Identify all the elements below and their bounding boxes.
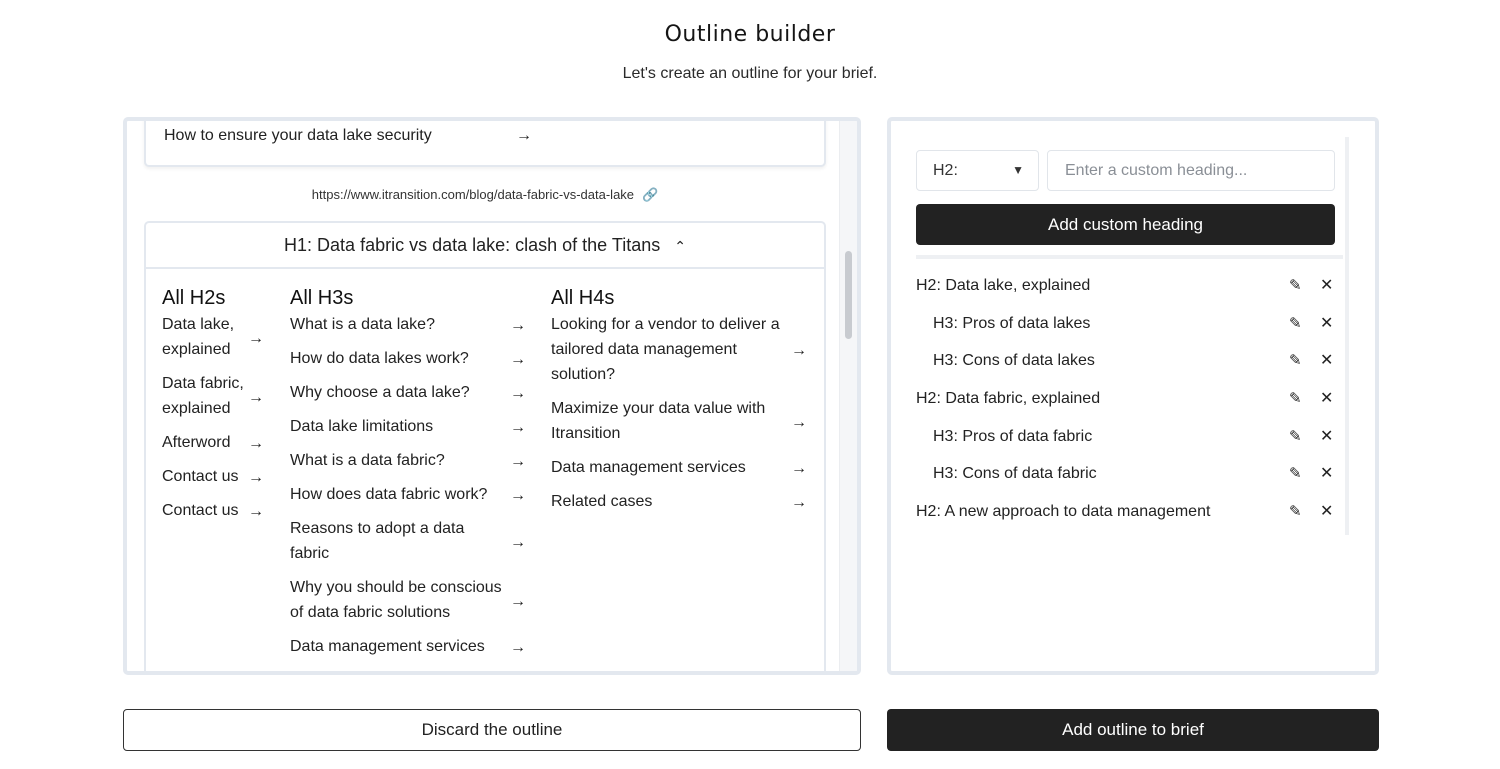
h2-item-text: Data fabric, explained <box>162 375 244 417</box>
outline-row-text: H2: Data lake, explained <box>916 277 1091 294</box>
h2-item-text: Afterword <box>162 434 231 451</box>
outline-row-text: H3: Pros of data lakes <box>933 314 1091 332</box>
heading-item[interactable] <box>164 127 532 145</box>
outline-list <box>916 274 1335 538</box>
arrow-right-icon[interactable]: → <box>510 351 526 368</box>
outline-row <box>916 387 1335 425</box>
arrow-right-icon[interactable]: → <box>791 342 807 359</box>
arrow-right-icon[interactable]: → <box>248 388 264 406</box>
h4-item-text: Related cases <box>551 493 653 510</box>
chevron-down-icon: ▼ <box>1012 163 1024 177</box>
outline-row-text: H3: Pros of data fabric <box>933 427 1093 445</box>
h3-item-text: How does data fabric work? <box>290 486 488 503</box>
close-icon[interactable]: ✕ <box>1320 352 1334 370</box>
h1-accordion-header[interactable] <box>144 221 826 269</box>
h4-item-text: Looking for a vendor to deliver a tailored data management solution? <box>551 316 780 383</box>
h4-column-title: All H4s <box>551 287 615 309</box>
pencil-icon[interactable]: ✎ <box>1289 277 1302 294</box>
arrow-right-icon[interactable]: → <box>248 503 264 520</box>
outline-builder-panel <box>887 117 1379 675</box>
arrow-right-icon[interactable]: → <box>510 639 526 656</box>
arrow-right-icon[interactable]: → <box>510 533 526 551</box>
h3-item[interactable] <box>290 634 530 668</box>
arrow-right-icon[interactable]: → <box>510 385 526 402</box>
heading-level-value: H2: <box>933 162 958 179</box>
pencil-icon[interactable]: ✎ <box>1289 390 1302 408</box>
outline-editor <box>891 137 1349 535</box>
h3-column <box>290 287 530 668</box>
h3-item-text: Data management services <box>290 638 485 655</box>
h3-item-text: What is a data fabric? <box>290 452 445 469</box>
h3-item[interactable] <box>290 414 530 448</box>
h2-item[interactable] <box>162 312 272 371</box>
h3-item[interactable] <box>290 482 530 516</box>
h3-column-title: All H3s <box>290 287 354 309</box>
outline-row <box>916 462 1335 500</box>
h3-item[interactable] <box>290 516 530 575</box>
pencil-icon[interactable]: ✎ <box>1289 314 1302 332</box>
chevron-up-icon[interactable]: ⌃ <box>674 238 686 254</box>
outline-row <box>916 500 1335 538</box>
arrow-right-icon[interactable]: → <box>510 453 526 470</box>
h3-item[interactable] <box>290 380 530 414</box>
close-icon[interactable]: ✕ <box>1320 277 1334 294</box>
h4-item[interactable] <box>551 312 811 396</box>
heading-level-select[interactable] <box>916 150 1039 191</box>
pencil-icon[interactable]: ✎ <box>1289 352 1302 370</box>
scrollbar-thumb[interactable] <box>845 251 852 339</box>
h3-item[interactable] <box>290 448 530 482</box>
outline-row-text: H3: Cons of data fabric <box>933 465 1097 483</box>
outline-row <box>916 274 1335 312</box>
scrollbar-track[interactable] <box>839 121 857 671</box>
arrow-right-icon[interactable]: → <box>248 469 264 486</box>
add-custom-heading-button[interactable]: Add custom heading <box>916 204 1335 245</box>
pencil-icon[interactable]: ✎ <box>1289 427 1302 445</box>
outline-row-text: H3: Cons of data lakes <box>933 352 1095 370</box>
pencil-icon[interactable]: ✎ <box>1289 503 1302 521</box>
source-headings-panel[interactable] <box>123 117 861 675</box>
page-subtitle: Let's create an outline for your brief. <box>622 65 878 82</box>
source-scroll-area[interactable] <box>127 121 843 671</box>
pencil-icon[interactable]: ✎ <box>1289 465 1302 483</box>
source-url-text: https://www.itransition.com/blog/data-fabric-vs-data-lake <box>311 187 635 202</box>
h4-column <box>551 287 811 523</box>
arrow-right-icon[interactable]: → <box>516 127 532 144</box>
close-icon[interactable]: ✕ <box>1320 427 1334 445</box>
h2-column <box>162 287 272 532</box>
arrow-right-icon[interactable]: → <box>248 329 264 347</box>
outline-row-text: H2: A new approach to data management <box>916 503 1211 521</box>
h4-item-text: Data management services <box>551 459 746 476</box>
heading-item-text: How to ensure your data lake security <box>164 127 432 144</box>
close-icon[interactable]: ✕ <box>1320 390 1334 408</box>
h1-title: H1: Data fabric vs data lake: clash of the Titans <box>284 235 661 255</box>
outline-row <box>916 312 1335 350</box>
h3-item[interactable] <box>290 312 530 346</box>
headings-columns <box>144 269 826 671</box>
arrow-right-icon[interactable]: → <box>248 435 264 452</box>
close-icon[interactable]: ✕ <box>1320 314 1334 332</box>
outline-row <box>916 349 1335 387</box>
h2-item-text: Contact us <box>162 502 239 519</box>
h2-column-title: All H2s <box>162 287 226 309</box>
arrow-right-icon[interactable]: → <box>510 592 526 610</box>
arrow-right-icon[interactable]: → <box>791 413 807 431</box>
h2-item-text: Contact us <box>162 468 239 485</box>
h3-item[interactable] <box>290 575 530 634</box>
h4-item[interactable] <box>551 489 811 523</box>
close-icon[interactable]: ✕ <box>1320 465 1334 483</box>
divider <box>916 255 1343 259</box>
previous-source-card <box>144 121 826 167</box>
arrow-right-icon[interactable]: → <box>791 494 807 511</box>
h3-item-text: Reasons to adopt a data fabric <box>290 520 465 562</box>
arrow-right-icon[interactable]: → <box>791 460 807 477</box>
arrow-right-icon[interactable]: → <box>510 317 526 334</box>
h4-item[interactable] <box>551 455 811 489</box>
h2-item[interactable] <box>162 371 272 430</box>
h2-item[interactable] <box>162 464 272 498</box>
h2-item[interactable] <box>162 430 272 464</box>
arrow-right-icon[interactable]: → <box>510 487 526 504</box>
link-icon[interactable]: 🔗 <box>642 187 659 202</box>
page-title: Outline builder <box>664 22 836 47</box>
outline-row <box>916 425 1335 463</box>
h3-item-text: How do data lakes work? <box>290 350 469 367</box>
h3-item-text: Why choose a data lake? <box>290 384 470 401</box>
h3-item-text: Why you should be conscious of data fabric solutions <box>290 579 502 621</box>
h2-item[interactable] <box>162 498 272 532</box>
arrow-right-icon[interactable]: → <box>510 419 526 436</box>
h3-item-text: Data lake limitations <box>290 418 434 435</box>
add-outline-to-brief-button[interactable]: Add outline to brief <box>887 709 1379 751</box>
custom-heading-input[interactable] <box>1047 150 1335 191</box>
source-url[interactable] <box>127 187 843 203</box>
h2-item-text: Data lake, explained <box>162 316 235 358</box>
h3-item[interactable] <box>290 346 530 380</box>
h3-item-text: What is a data lake? <box>290 316 435 333</box>
outline-row-text: H2: Data fabric, explained <box>916 390 1101 408</box>
discard-outline-button[interactable]: Discard the outline <box>123 709 861 751</box>
h4-item[interactable] <box>551 396 811 455</box>
close-icon[interactable]: ✕ <box>1320 503 1334 521</box>
h4-item-text: Maximize your data value with Itransition <box>551 400 766 442</box>
